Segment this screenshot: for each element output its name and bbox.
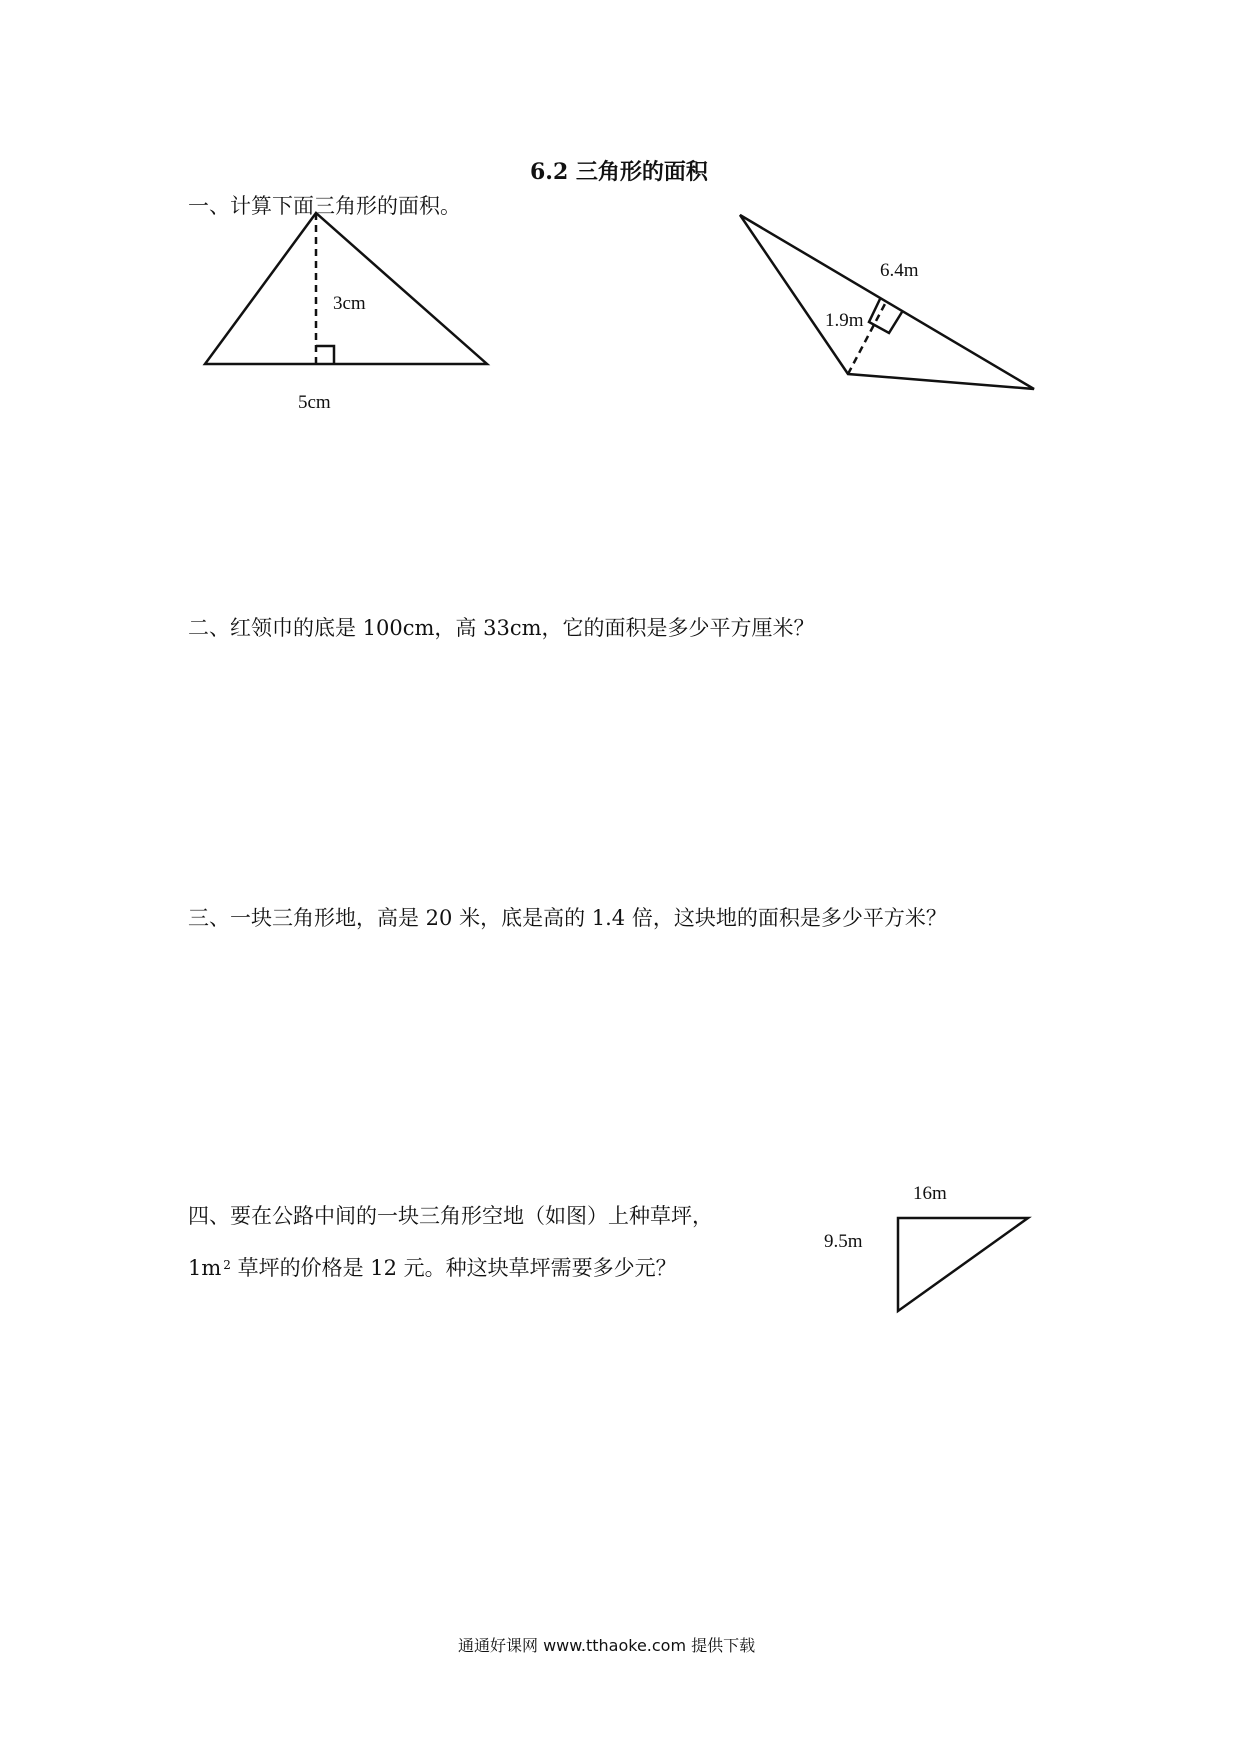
question-4-line-1: 四、要在公路中间的一块三角形空地（如图）上种草坪， [188,1204,713,1228]
q1-right-height-label: 1.9m [825,310,864,331]
q1-right-side-label: 6.4m [880,260,919,281]
area-unit-exponent: 2 [223,1258,231,1272]
area-unit: 1m [188,1256,222,1280]
footer-credit: 通通好课网 www.tthaoke.com 提供下载 [458,1636,756,1655]
triangle-outline [898,1218,1028,1311]
question-4-rest: 草坪的价格是 12 元。种这块草坪需要多少元？ [230,1256,677,1280]
question-2-text: 二、红领巾的底是 100cm，高 33cm，它的面积是多少平方厘米？ [188,616,815,640]
page-title: 6.2 三角形的面积 [530,159,708,185]
q4-top-side-label: 16m [913,1183,947,1204]
q1-left-height-label: 3cm [333,293,366,314]
q1-left-base-label: 5cm [298,392,331,413]
question-1-text: 一、计算下面三角形的面积。 [188,194,461,218]
q4-left-side-label: 9.5m [824,1231,863,1252]
question-3-text: 三、一块三角形地，高是 20 米，底是高的 1.4 倍，这块地的面积是多少平方米？ [188,906,947,930]
